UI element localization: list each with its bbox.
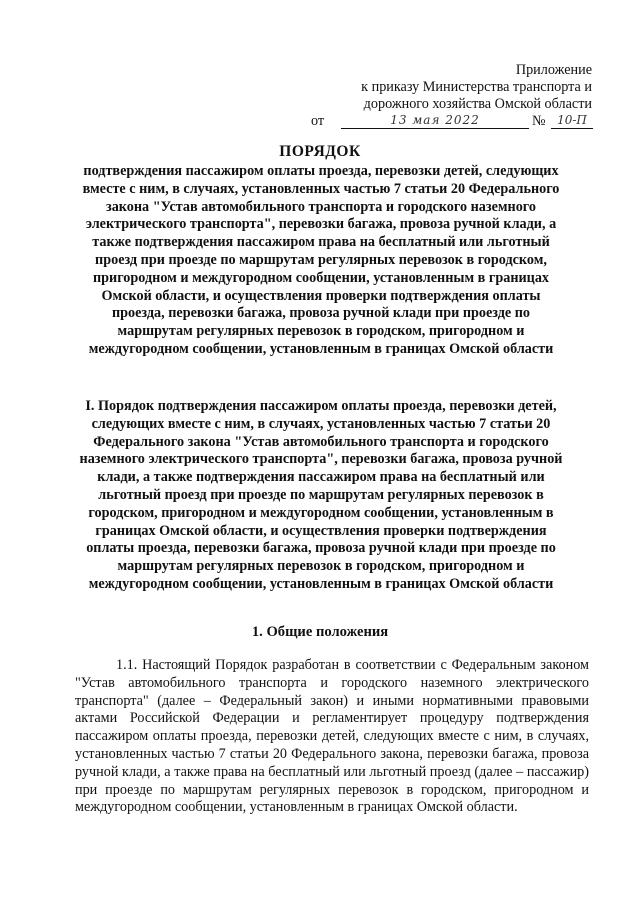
handwritten-date: 13 мая 2022 bbox=[341, 113, 529, 129]
ministry-line: дорожного хозяйства Омской области bbox=[363, 96, 592, 112]
section-heading: I. Порядок подтверждения пассажиром оплаты проезда, перевозки детей, следующих вместе с ним, в случаях, установленных частью 7 статьи 20 Федерального закона "Устав автомобильного транспорта и городского наземного электрического транспорта", перевозки багажа, провоза ручной клади, а также подтверждения пассажиром права на бесплатный или льготный проезд при проезде по маршрутам регулярных перевозок в городском, пригородном и междугородном сообщении, установленным в границах Омской области, и осуществления проверки подтверждения оплаты проезда, перевозки багажа, провоза ручной клади при проезде по маршрутам регулярных перевозок в городском, пригородном и междугородном сообщении, установленным в границах Омской области bbox=[79, 398, 563, 592]
date-prefix: от bbox=[311, 113, 325, 129]
appendix-label: Приложение bbox=[515, 62, 592, 78]
appendix-header bbox=[330, 62, 592, 113]
document-title: ПОРЯДОК bbox=[279, 143, 361, 160]
order-date-line bbox=[311, 113, 593, 131]
paragraph-1-1: 1.1. Настоящий Порядок разработан в соответствии с Федеральным законом "Устав автомобильного транспорта и городского наземного электрического транспорта" (далее – Федеральный закон) и иными нормативными правовыми актами Российской Федерации и регламентирует процедуру подтверждения пассажиром оплаты проезда, перевозки детей, следующих вместе с ним, в случаях, установленных частью 7 статьи 20 Федерального закона, перевозки багажа, провоза ручной клади, а также права на бесплатный или льготный проезд (далее – пассажир) при проезде по маршрутам регулярных перевозок в городском, пригородном и междугородном сообщении, установленным в границах Омской области. bbox=[75, 657, 589, 816]
handwritten-number: 10-П bbox=[551, 113, 593, 129]
subsection-heading: 1. Общие положения bbox=[251, 624, 389, 640]
document-subtitle: подтверждения пассажиром оплаты проезда, перевозки детей, следующих вместе с ним, в случаях, установленных частью 7 статьи 20 Федерального закона "Устав автомобильного транспорта и городского наземного электрического транспорта", перевозки багажа, провоза ручной клади, а также подтверждения пассажиром права на бесплатный или льготный проезд при проезде по маршрутам регулярных перевозок в городском, пригородном и междугородном сообщении, установленным в границах Омской области, и осуществления проверки подтверждения оплаты проезда, перевозки багажа, провоза ручной клади при проезде по маршрутам регулярных перевозок в городском, пригородном и междугородном сообщении, установленным в границах Омской области bbox=[82, 163, 560, 357]
order-reference-line: к приказу Министерства транспорта и bbox=[361, 79, 592, 95]
number-prefix: № bbox=[532, 113, 546, 129]
